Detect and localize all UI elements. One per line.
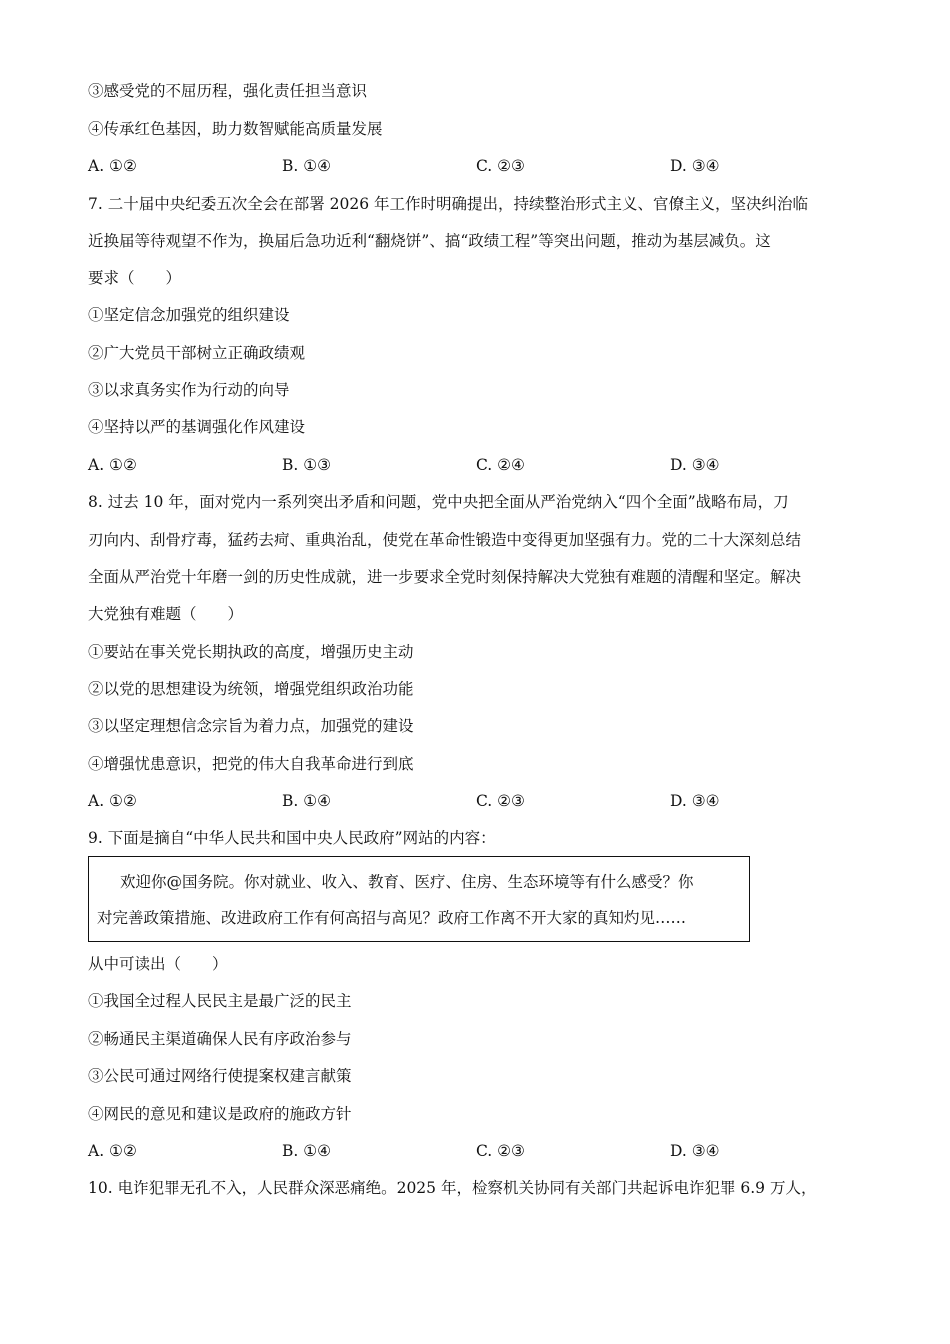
q9-options (88, 1140, 868, 1162)
q9-item-2: ②畅通民主渠道确保人民有序政治参与 (88, 1030, 352, 1048)
q7-item-2: ②广大党员干部树立正确政绩观 (88, 344, 306, 362)
q6-item-3: ③感受党的不屈历程，强化责任担当意识 (88, 82, 368, 100)
q6-item-4: ④传承红色基因，助力数智赋能高质量发展 (88, 120, 383, 138)
q9-quote-line-1: 欢迎你@国务院。你对就业、收入、教育、医疗、住房、生态环境等有什么感受？你 (120, 873, 694, 891)
q8-item-1: ①要站在事关党长期执政的高度，增强历史主动 (88, 643, 414, 661)
q6-options (88, 155, 868, 177)
q7-option-c[interactable]: C. ②④ (476, 456, 525, 474)
q9-quote-line-2: 对完善政策措施、改进政府工作有何高招与高见？政府工作离不开大家的真知灼见…… (97, 909, 687, 927)
q9-stem: 9. 下面是摘自“中华人民共和国中央人民政府”网站的内容： (88, 829, 496, 847)
q7-option-d[interactable]: D. ③④ (670, 456, 720, 474)
q9-option-c[interactable]: C. ②③ (476, 1142, 525, 1160)
q6-option-a[interactable]: A. ①② (88, 157, 137, 175)
q6-option-d[interactable]: D. ③④ (670, 157, 720, 175)
q8-stem-line-3: 全面从严治党十年磨一剑的历史性成就，进一步要求全党时刻保持解决大党独有难题的清醒和坚定。解决 (88, 568, 802, 586)
q8-stem-line-4: 大党独有难题（ ） (88, 605, 244, 623)
q10-stem-line-1: 10. 电诈犯罪无孔不入，人民群众深恶痛绝。2025 年，检察机关协同有关部门共起诉电诈犯罪 6.9 万人， (88, 1179, 817, 1197)
q9-option-b[interactable]: B. ①④ (282, 1142, 332, 1160)
q7-stem-line-3: 要求（ ） (88, 269, 182, 287)
q8-option-d[interactable]: D. ③④ (670, 792, 720, 810)
q7-stem-line-2: 近换届等待观望不作为，换届后急功近利“翻烧饼”、搞“政绩工程”等突出问题，推动为基层减负。这 (88, 232, 771, 250)
q6-option-b[interactable]: B. ①④ (282, 157, 332, 175)
q7-option-a[interactable]: A. ①② (88, 456, 137, 474)
q9-option-d[interactable]: D. ③④ (670, 1142, 720, 1160)
q8-stem-line-1: 8. 过去 10 年，面对党内一系列突出矛盾和问题，党中央把全面从严治党纳入“四个全面”战略布局，刀 (88, 493, 789, 511)
q8-item-3: ③以坚定理想信念宗旨为着力点，加强党的建设 (88, 717, 414, 735)
q8-options (88, 790, 868, 812)
q9-question: 从中可读出（ ） (88, 955, 228, 973)
q7-item-1: ①坚定信念加强党的组织建设 (88, 306, 290, 324)
q7-item-3: ③以求真务实作为行动的向导 (88, 381, 290, 399)
q7-stem-line-1: 7. 二十届中央纪委五次全会在部署 2026 年工作时明确提出，持续整治形式主义、官僚主义，坚决纠治临 (88, 195, 809, 213)
q8-stem-line-2: 刃向内、刮骨疗毒，猛药去疴、重典治乱，使党在革命性锻造中变得更加坚强有力。党的二十大深刻总结 (88, 531, 802, 549)
q9-item-3: ③公民可通过网络行使提案权建言献策 (88, 1067, 352, 1085)
q6-option-c[interactable]: C. ②③ (476, 157, 525, 175)
q8-item-4: ④增强忧患意识，把党的伟大自我革命进行到底 (88, 755, 414, 773)
q9-item-4: ④网民的意见和建议是政府的施政方针 (88, 1105, 352, 1123)
q9-quote-box (88, 856, 750, 942)
q8-option-c[interactable]: C. ②③ (476, 792, 525, 810)
q7-option-b[interactable]: B. ①③ (282, 456, 332, 474)
q8-item-2: ②以党的思想建设为统领，增强党组织政治功能 (88, 680, 414, 698)
q8-option-b[interactable]: B. ①④ (282, 792, 332, 810)
q9-option-a[interactable]: A. ①② (88, 1142, 137, 1160)
q7-item-4: ④坚持以严的基调强化作风建设 (88, 418, 306, 436)
q7-options (88, 454, 868, 476)
q9-item-1: ①我国全过程人民民主是最广泛的民主 (88, 992, 352, 1010)
q8-option-a[interactable]: A. ①② (88, 792, 137, 810)
